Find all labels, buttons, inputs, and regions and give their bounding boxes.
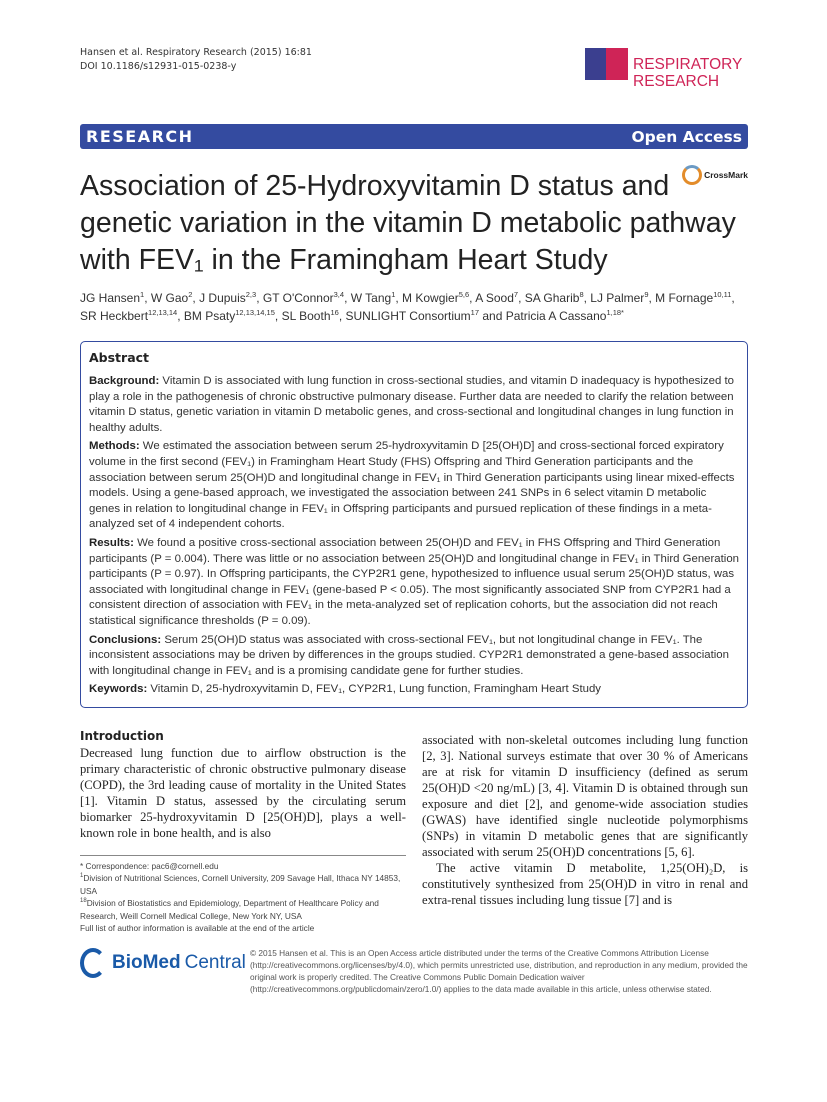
author-separator: , [518,291,525,305]
author-separator: , [469,291,476,305]
author-affiliation-number: 1 [391,290,396,299]
journal-name-line2: RESEARCH [633,73,720,90]
section-heading-introduction: Introduction [80,728,164,743]
author-list [80,289,748,325]
author-affiliation-number: 10,11 [713,290,732,299]
abstract-section [89,633,739,680]
author: JG Hansen [80,291,141,305]
journal-logo-icon [585,48,628,80]
author: SUNLIGHT Consortium [345,309,471,323]
doi: DOI 10.1186/s12931-015-0238-y [80,61,237,72]
body-paragraph: Decreased lung function due to airflow obstruction is the primary characteristic of chronic obstructive pulmonary disease (COPD), the 3rd leading cause of mortality in the United States [1]. Vitamin D status, assessed by the circulating serum biomarker 25-hydroxyvitamin D [25(OH)D], plays a well-known role in bone health, and is also [80,745,406,840]
author-separator: , [338,309,346,323]
author-affiliation-number: 12,13,14,15 [235,308,275,317]
affiliation-number: 1 [80,873,84,880]
author: M Kowgier [402,291,459,305]
body-paragraph: The active vitamin D metabolite, 1,25(OH)₂D, is constitutively synthesized from 25(OH)D in vitro in renal and extra-renal tissues including lung tissue [7] and is [422,860,748,907]
abstract-section-text: We found a positive cross-sectional association between 25(OH)D and FEV₁ in FHS Offspring and Third Generation participants (P = 0.004). There was little or no association between 25(OH)D and longitudinal change in FEV₁ in Third Generation participants (P = 0.97). In Offspring participants, the CYP2R1 gene, hypothesized to influence usual serum 25(OH)D status, was associated with longitudinal change in FEV₁ (gene-based P < 0.05). The most significantly associated SNP from CYP2R1 had a consistent direction of association with FEV₁ in the meta-analyzed set of replication cohorts, but the association did not reach statistical significance thresholds (P = 0.09). [89,536,739,627]
author-separator: , [583,291,591,305]
affiliation-text: Division of Nutritional Sciences, Cornell University, 209 Savage Hall, Ithaca NY 14853, USA [80,873,401,896]
crossmark-icon [682,165,702,185]
author: W Gao [150,291,189,305]
author-affiliation-number: 1 [140,290,145,299]
author: BM Psaty [183,309,236,323]
author-separator: , [395,291,403,305]
abstract-section-label: Methods: [89,440,140,453]
abstract-section-label: Background: [89,375,160,387]
author-separator: , [731,291,735,305]
affiliation-text: Division of Biostatistics and Epidemiology, Department of Healthcare Policy and Research, Weill Cornell Medical College, New York NY, USA [80,898,379,921]
abstract-heading: Abstract [89,350,150,365]
open-access-label: Open Access [631,127,742,146]
citation-header [80,46,312,74]
author: GT O'Connor [262,291,334,305]
crossmark-label: CrossMark [704,169,748,180]
biomed-central-icon [80,948,106,978]
body-paragraph: associated with non-skeletal outcomes including lung function [2, 3]. National surveys estimate that over 30 % of Americans are at risk for vitamin D insufficiency (defined as serum 25(OH)D <20 ng/mL) [3, 4]. Vitamin D is obtained through sun exposure and diet [2], and genome-wide association studies (GWAS) have identified single nucleotide polymorphisms (SNPs) in vitamin D metabolic genes that are significantly associated with serum 25(OH)D concentrations [5, 6]. [422,732,748,859]
author: SA Gharib [524,291,580,305]
author-affiliation-number: 12,13,14 [148,308,178,317]
author-separator: , [256,291,263,305]
license-text: © 2015 Hansen et al. This is an Open Access article distributed under the terms of the Creative Commons Attribution License (http://creativecommons.org/licenses/by/4.0), which permits unrestricted use, distribution, and reproduction in any medium, provided the original work is properly credited. The Creative Commons Public Domain Dedication waiver (http://creativecommons.org/publicdomain/zero/1.0/) applies to the data made available in this article, unless otherwise stated. [250,948,748,994]
body-column-right [422,728,748,934]
author-affiliation-number: 16 [330,308,339,317]
author-info-note: Full list of author information is available at the end of the article [80,922,315,933]
author-affiliation-number: 7 [513,290,519,299]
abstract-section [89,682,739,698]
author-affiliation-number: 2,3 [245,290,257,299]
correspondence[interactable]: * Correspondence: pac6@cornell.edu [80,860,219,871]
author-affiliation-number: 3,4 [333,290,345,299]
body-column-left [80,728,406,934]
article-title-block [80,168,748,279]
abstract-section-text: Vitamin D, 25-hydroxyvitamin D, FEV₁, CYP2R1, Lung function, Framingham Heart Study [150,683,601,696]
abstract-section [89,439,739,533]
author-separator: , [344,291,351,305]
affiliation-18 [80,897,406,922]
author-affiliation-number: 1,18* [606,308,624,317]
affiliation-number: 18 [80,898,87,905]
abstract-section [89,536,739,630]
author-separator: and [479,309,506,323]
author: W Tang [350,291,392,305]
author: SR Heckbert [80,309,149,323]
article-type-banner [80,124,748,149]
author: LJ Palmer [590,291,645,305]
author-affiliation-number: 9 [644,290,649,299]
journal-logo [585,48,742,90]
abstract-section-label: Results: [89,536,134,549]
author: Patricia A Cassano [505,309,607,323]
author-separator: , [648,291,656,305]
author: M Fornage [655,291,714,305]
abstract-box [80,341,748,708]
author-affiliation-number: 8 [579,290,584,299]
author-affiliation-number: 17 [470,308,480,317]
publisher-logo [80,948,250,978]
publisher-name-rest: Central [184,952,246,974]
author-separator: , [192,291,200,305]
affiliation-1 [80,872,406,897]
article-title: Association of 25-Hydroxyvitamin D status and genetic variation in the vitamin D metabolic pathway with FEV₁ in the Framingham Heart Study [80,170,736,276]
author-separator: , [177,309,184,323]
citation: Hansen et al. Respiratory Research (2015) 16:81 [80,47,312,58]
journal-name-line1: RESPIRATORY [633,56,743,73]
page-content [80,160,748,1016]
author: SL Booth [281,309,331,323]
footnote-divider [80,855,406,856]
abstract-section-label: Keywords: [89,683,148,696]
abstract-section-text: Vitamin D is associated with lung function in cross-sectional studies, and vitamin D inadequacy is hypothesized to play a role in the pathogenesis of chronic obstructive pulmonary disease. Further data are needed to clarify the relation between vitamin D status, genetic variation in vitamin D metabolic genes, and cross-sectional and longitudinal changes in lung function in healthy adults. [89,375,734,434]
abstract-section-label: Conclusions: [89,633,162,646]
abstract-section [89,374,739,436]
publisher-name-bold: BioMed [112,952,181,974]
article-type: RESEARCH [86,127,194,146]
author: J Dupuis [199,291,246,305]
author-separator: , [274,309,282,323]
author-affiliation-number: 2 [188,290,193,299]
page-footer [80,948,748,1015]
author-affiliation-number: 5,6 [458,290,470,299]
abstract-section-text: Serum 25(OH)D status was associated with cross-sectional FEV₁, but not longitudinal change in FEV₁. The inconsistent associations may be driven by differences in the groups studied. CYP2R1 demonstrated a gene-based association with longitudinal change in FEV₁ and is a promising candidate gene for further studies. [89,633,729,677]
abstract-section-text: We estimated the association between serum 25-hydroxyvitamin D [25(OH)D] and cross-sectional forced expiratory volume in the first second (FEV₁) in Framingham Heart Study (FHS) Offspring and Third Generation participants and the association between serum 25(OH)D and longitudinal change in FEV₁ in Third Generation participants using linear mixed-effects models. Using a gene-based approach, we investigated the association between 241 SNPs in 6 select vitamin D metabolic genes in relation to longitudinal change in FEV₁ in Offspring participants and pursued replication of these findings in a meta-analyzed set of 4 independent cohorts. [89,440,735,531]
author-separator: , [144,291,151,305]
author: A Sood [475,291,514,305]
footnotes [80,860,406,934]
crossmark-button[interactable] [682,160,748,190]
